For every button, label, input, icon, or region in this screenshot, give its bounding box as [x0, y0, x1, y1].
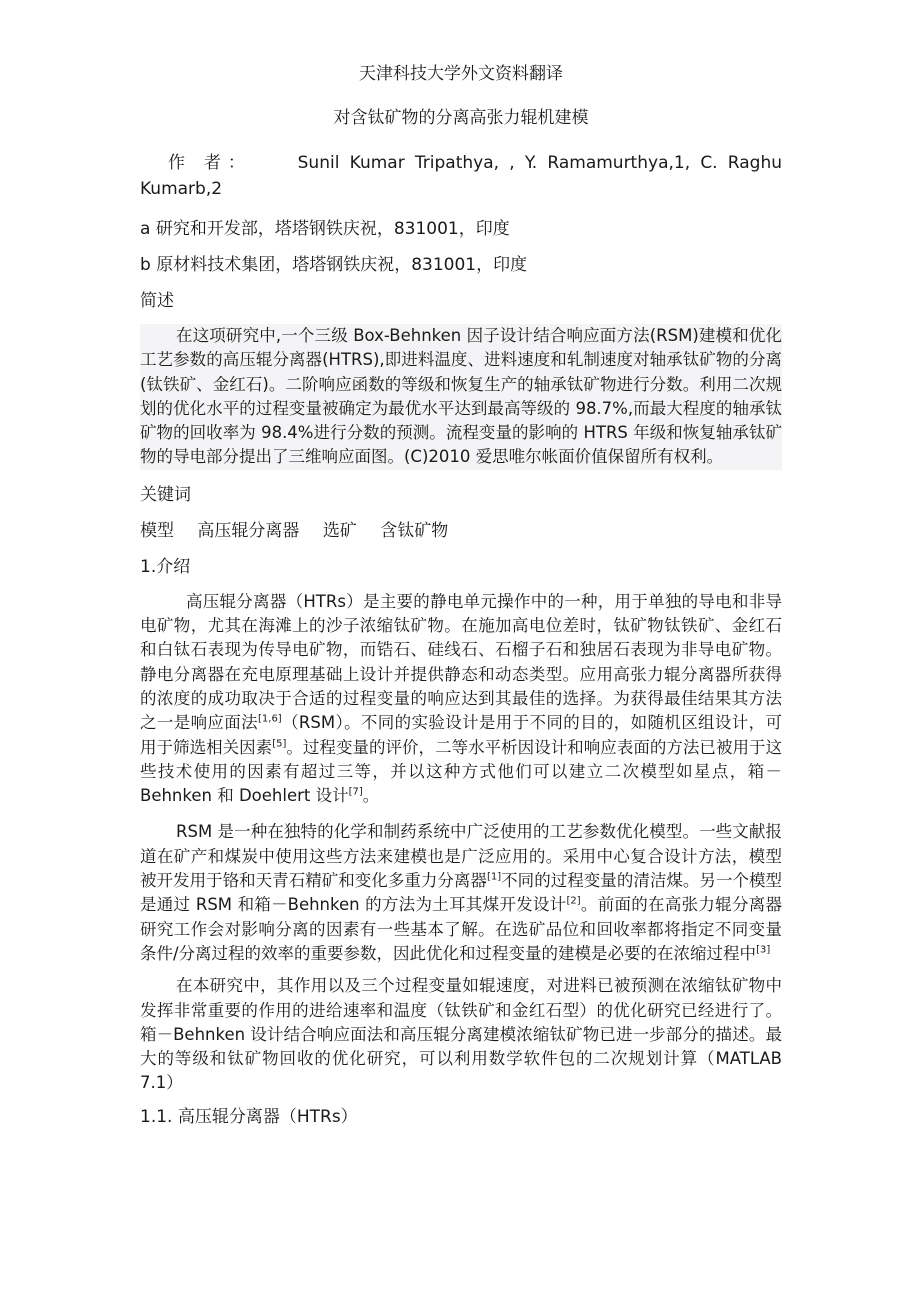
keywords-heading: 关键词: [140, 484, 191, 505]
citation: [7]: [348, 786, 363, 798]
subsection-heading-htrs: 1.1. 高压辊分离器（HTRs）: [140, 1106, 358, 1127]
keyword-item: 模型: [140, 520, 174, 541]
keyword-item: 含钛矿物: [380, 520, 449, 541]
abstract-paragraph: 在这项研究中,一个三级 Box-Behnken 因子设计结合响应面方法(RSM)建模和优化工艺参数的高压辊分离器(HTRS),即进料温度、进料速度和轧制速度对轴承钛矿物的分离(钛铁矿、金红石)。二阶响应函数的等级和恢复生产的轴承钛矿物进行分数。利用二次规划的优化水平的过程变量被确定为最优水平达到最高等级的 98.7%,而最大程度的轴承钛矿物的回收率为 98.4%进行分数的预测。流程变量的影响的 HTRS 年级和恢复轴承钛矿物的导电部分提出了三维响应面图。(C)2010 爱思唯尔帐面价值保留所有权利。: [140, 324, 782, 470]
intro-paragraph-2: RSM 是一种在独特的化学和制药系统中广泛使用的工艺参数优化模型。一些文献报道在矿产和煤炭中使用这些方法来建模也是广泛应用的。采用中心复合设计方法，模型被开发用于铬和天青石精矿和变化多重力分离器[1]不同的过程变量的清洁煤。另一个模型是通过 RSM 和箱－Behnken 的方法为土耳其煤开发设计[2]。前面的在高张力辊分离器研究工作会对影响分离的因素有一些基本了解。在选矿品位和回收率都将指定不同变量条件/分离过程的效率的重要参数，因此优化和过程变量的建模是必要的在浓缩过程中[3]: [140, 822, 783, 963]
section-heading-introduction: 1.介绍: [140, 556, 191, 577]
affiliation-b: b 原材料技术集团，塔塔钢铁庆祝，831001，印度: [140, 255, 528, 275]
author-label: 作 者：: [168, 153, 252, 173]
keyword-item: 选矿: [322, 520, 357, 541]
citation: [1]: [486, 871, 502, 883]
citation: [3]: [756, 944, 771, 956]
affiliation-a: a 研究和开发部，塔塔钢铁庆祝，831001，印度: [140, 219, 510, 239]
citation: [2]: [566, 895, 581, 907]
document-title: 对含钛矿物的分离高张力辊机建模: [333, 108, 589, 128]
keyword-item: 高压辊分离器: [197, 520, 300, 541]
abstract-heading: 简述: [140, 291, 174, 311]
intro-paragraph-3: 在本研究中，其作用以及三个过程变量如辊速度，对进料已被预测在浓缩钛矿物中发挥非常重要的作用的进给速率和温度（钛铁矿和金红石型）的优化研究已经进行了。箱－Behnken 设计结合响应面法和高压辊分离建模浓缩钛矿物已进一步部分的描述。最大的等级和钛矿物回收的优化研究，可以利用数学软件包的二次规划计算（MATLAB 7.1）: [140, 976, 782, 1093]
author-names: Sunil Kumar Tripathya, , Y. Ramamurthya,1, C. Raghu Kumarb,2: [140, 153, 782, 199]
keywords-list: [140, 518, 782, 544]
citation: [1,6]: [258, 713, 282, 725]
header-title: 天津科技大学外文资料翻译: [359, 64, 563, 84]
intro-paragraph-1: 高压辊分离器（HTRs）是主要的静电单元操作中的一种，用于单独的导电和非导电矿物，尤其在海滩上的沙子浓缩钛矿物。在施加高电位差时，钛矿物钛铁矿、金红石和白钛石表现为传导电矿物，而锆石、硅线石、石榴子石和独居石表现为非导电矿物。静电分离器在充电原理基础上设计并提供静态和动态类型。应用高张力辊分离器所获得的浓度的成功取决于合适的过程变量的响应达到其最佳的选择。为获得最佳结果其方法之一是响应面法[1,6]（RSM）。不同的实验设计是用于不同的目的，如随机区组设计，可用于筛选相关因素[5]。过程变量的评价，二等水平析因设计和响应表面的方法已被用于这些技术使用的因素有超过三等，并以这种方式他们可以建立二次模型如星点，箱－Behnken 和 Doehlert 设计[7]。: [140, 591, 783, 806]
author-line: [140, 150, 782, 202]
document-page: [140, 62, 782, 1140]
citation: [5]: [272, 738, 287, 750]
